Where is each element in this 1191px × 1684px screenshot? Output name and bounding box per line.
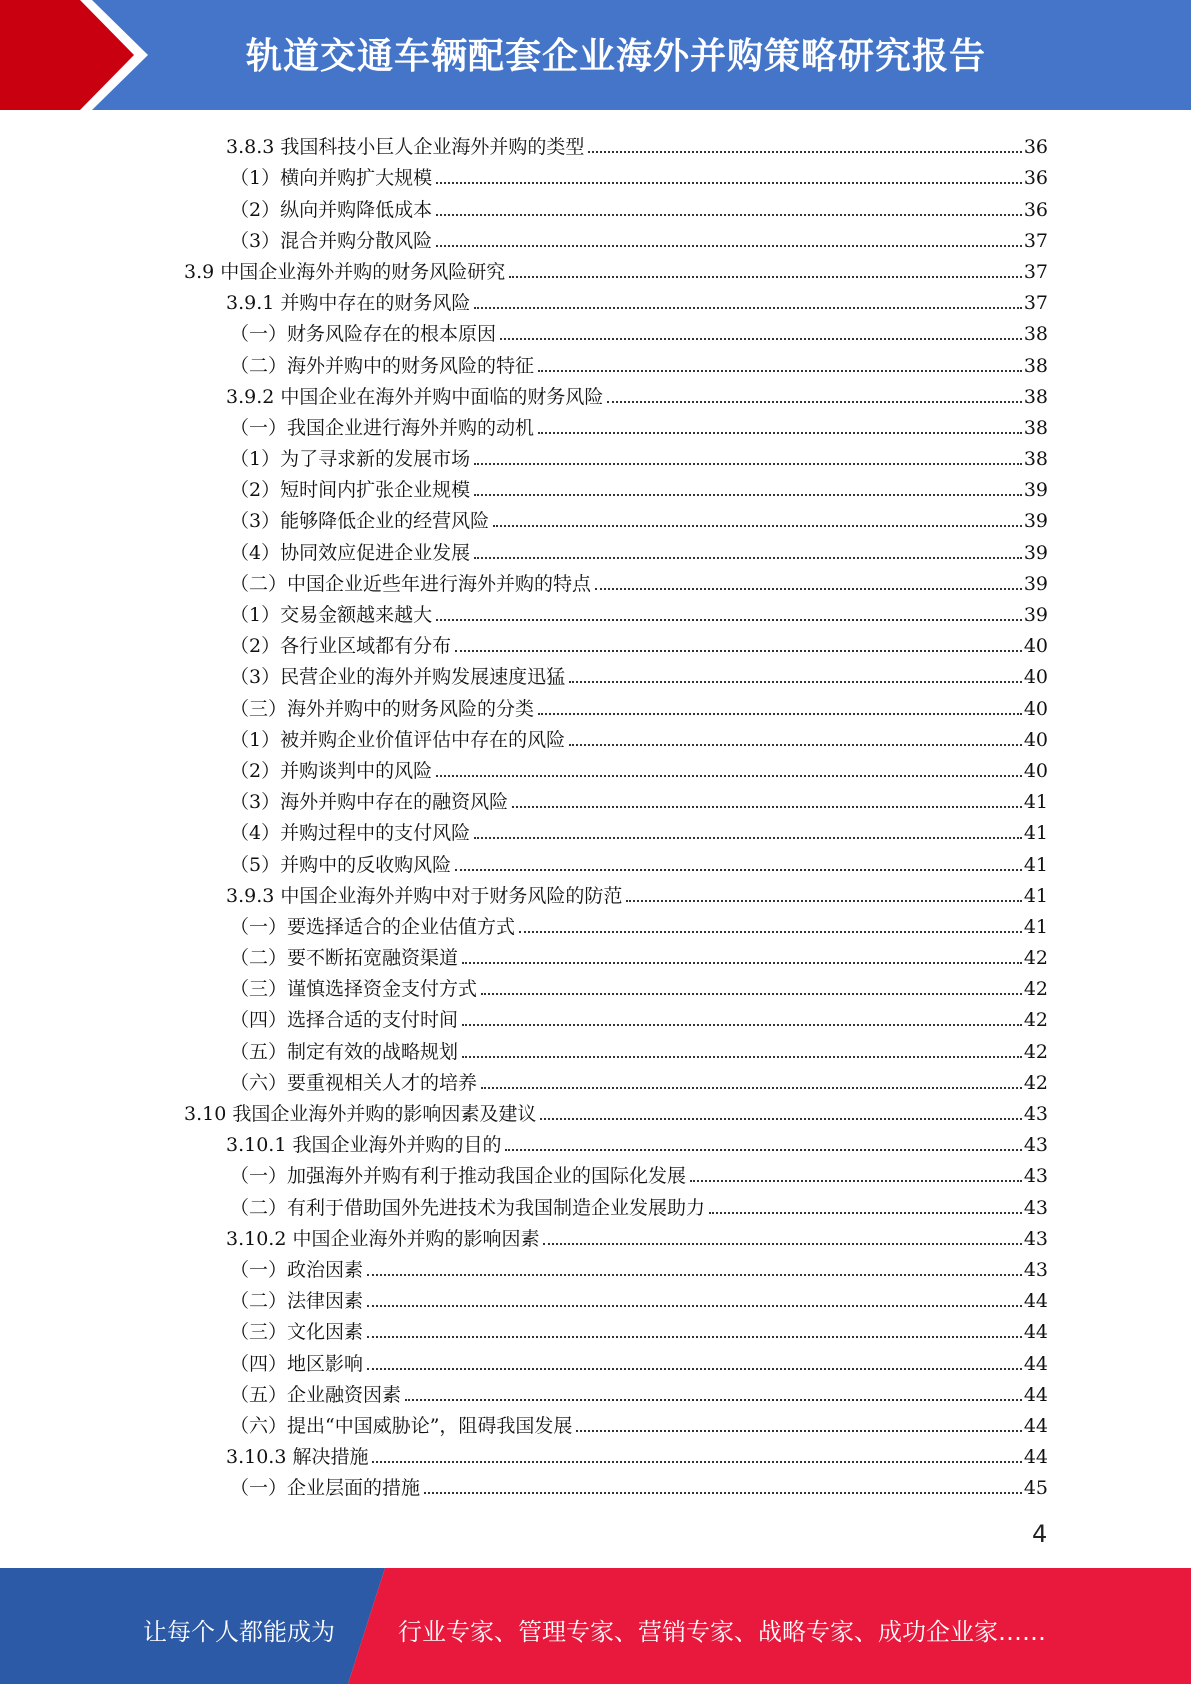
toc-entry-page: 37 — [1023, 292, 1048, 315]
dot-leader — [493, 525, 1022, 527]
toc-entry-page: 38 — [1023, 416, 1048, 439]
dot-leader — [436, 245, 1022, 247]
dot-leader — [588, 151, 1021, 153]
toc-entry-title: （一）政治因素 — [230, 1258, 364, 1281]
toc-entry-page: 37 — [1023, 260, 1048, 283]
toc-entry-page: 44 — [1023, 1446, 1048, 1469]
toc-entry-title: （一）企业层面的措施 — [230, 1477, 421, 1500]
dot-leader — [474, 463, 1022, 465]
toc-entry[interactable] — [0, 939, 1048, 970]
toc-entry-title: （2）各行业区域都有分布 — [230, 635, 452, 658]
toc-entry-title: 3.9.1 并购中存在的财务风险 — [226, 292, 471, 315]
toc-entry[interactable] — [0, 222, 1048, 253]
toc-entry-title: （3）能够降低企业的经营风险 — [230, 510, 490, 533]
toc-entry-page: 39 — [1023, 479, 1048, 502]
toc-entry[interactable] — [0, 1407, 1048, 1438]
dot-leader — [500, 338, 1022, 340]
dot-leader — [569, 681, 1022, 683]
toc-entry[interactable] — [0, 658, 1048, 689]
footer-slogan-right: 行业专家、管理专家、营销专家、战略专家、成功企业家…… — [398, 1618, 1046, 1646]
dot-leader — [595, 588, 1022, 590]
toc-entry-title: （1）横向并购扩大规模 — [230, 167, 433, 190]
dot-leader — [690, 1180, 1022, 1182]
toc-entry-title: （3）民营企业的海外并购发展速度迅猛 — [230, 666, 566, 689]
toc-entry-page: 40 — [1023, 697, 1048, 720]
dot-leader — [474, 307, 1021, 309]
toc-entry-page: 40 — [1023, 728, 1048, 751]
dot-leader — [481, 1087, 1022, 1089]
toc-entry-title: （三）谨慎选择资金支付方式 — [230, 978, 478, 1001]
toc-entry-page: 40 — [1023, 635, 1048, 658]
toc-entry[interactable] — [0, 1157, 1048, 1188]
toc-entry[interactable] — [0, 533, 1048, 564]
toc-entry-title: （4）协同效应促进企业发展 — [230, 541, 471, 564]
toc-entry-page: 39 — [1023, 604, 1048, 626]
dot-leader — [455, 650, 1022, 652]
toc-entry[interactable] — [0, 1469, 1048, 1500]
dot-leader — [474, 557, 1022, 559]
toc-entry-title: （三）文化因素 — [230, 1321, 364, 1344]
toc-entry[interactable] — [0, 253, 1048, 284]
toc-entry-page: 38 — [1023, 448, 1048, 471]
toc-entry[interactable] — [0, 627, 1048, 658]
toc-entry-page: 38 — [1023, 354, 1048, 377]
toc-entry-title: （1）交易金额越来越大 — [230, 604, 433, 626]
page-footer — [0, 1568, 1191, 1684]
toc-entry-title: （三）海外并购中的财务风险的分类 — [230, 697, 535, 720]
toc-entry-page: 43 — [1023, 1227, 1048, 1250]
toc-entry-page: 44 — [1023, 1414, 1048, 1437]
toc-entry-title: （4）并购过程中的支付风险 — [230, 822, 471, 845]
toc-entry[interactable] — [0, 1095, 1048, 1126]
page-header — [0, 0, 1191, 110]
dot-leader — [512, 806, 1022, 808]
dot-leader — [367, 1305, 1022, 1307]
toc-entry[interactable] — [0, 1313, 1048, 1344]
toc-entry[interactable] — [0, 1282, 1048, 1313]
toc-entry-title: 3.10.1 我国企业海外并购的目的 — [226, 1134, 502, 1157]
toc-entry[interactable] — [0, 1064, 1048, 1095]
dot-leader — [474, 837, 1022, 839]
toc-entry-page: 43 — [1023, 1196, 1048, 1219]
dot-leader — [462, 1024, 1022, 1026]
dot-leader — [538, 370, 1022, 372]
report-title: 轨道交通车辆配套企业海外并购策略研究报告 — [246, 36, 987, 77]
toc-entry[interactable] — [0, 845, 1048, 876]
dot-leader — [509, 276, 1022, 278]
toc-entry[interactable] — [0, 378, 1048, 409]
toc-entry-title: （5）并购中的反收购风险 — [230, 853, 452, 876]
toc-entry-title: 3.9.2 中国企业在海外并购中面临的财务风险 — [226, 385, 604, 408]
toc-entry-title: （1）被并购企业价值评估中存在的风险 — [230, 728, 566, 751]
toc-entry-page: 43 — [1023, 1165, 1048, 1188]
dot-leader — [436, 182, 1022, 184]
toc-entry[interactable] — [0, 908, 1048, 939]
toc-entry[interactable] — [0, 689, 1048, 720]
toc-entry[interactable] — [0, 596, 1048, 627]
dot-leader — [576, 1430, 1021, 1432]
toc-entry[interactable] — [0, 565, 1048, 596]
toc-entry-title: （2）短时间内扩张企业规模 — [230, 479, 471, 502]
toc-entry-title: （六）提出“中国威胁论”，阻碍我国发展 — [230, 1414, 573, 1437]
toc-entry[interactable] — [0, 502, 1048, 533]
toc-entry-title: （二）要不断拓宽融资渠道 — [230, 947, 459, 970]
toc-entry-page: 42 — [1023, 947, 1048, 970]
toc-entry-page: 38 — [1023, 323, 1048, 346]
dot-leader — [367, 1368, 1022, 1370]
toc-entry-page: 42 — [1023, 1009, 1048, 1032]
toc-entry-page: 44 — [1023, 1321, 1048, 1344]
dot-leader — [505, 1149, 1021, 1151]
toc-entry[interactable] — [0, 409, 1048, 440]
toc-entry[interactable] — [0, 1220, 1048, 1251]
toc-entry-page: 41 — [1023, 853, 1048, 876]
dot-leader — [436, 775, 1022, 777]
toc-entry-title: （二）有利于借助国外先进技术为我国制造企业发展助力 — [230, 1196, 706, 1219]
dot-leader — [519, 931, 1022, 933]
toc-entry-title: （一）加强海外并购有利于推动我国企业的国际化发展 — [230, 1165, 687, 1188]
dot-leader — [709, 1212, 1022, 1214]
toc-entry-page: 36 — [1023, 136, 1048, 159]
toc-entry-page: 36 — [1023, 167, 1048, 190]
dot-leader — [607, 401, 1021, 403]
toc-entry-page: 36 — [1023, 198, 1048, 221]
toc-entry-title: （四）选择合适的支付时间 — [230, 1009, 459, 1032]
toc-entry-page: 44 — [1023, 1290, 1048, 1313]
toc-entry-page: 42 — [1023, 978, 1048, 1001]
toc-entry-title: （一）我国企业进行海外并购的动机 — [230, 416, 535, 439]
toc-entry-page: 41 — [1023, 822, 1048, 845]
toc-entry-title: （1）为了寻求新的发展市场 — [230, 448, 471, 471]
toc-entry-title: （四）地区影响 — [230, 1352, 364, 1375]
toc-entry-title: 3.8.3 我国科技小巨人企业海外并购的类型 — [226, 136, 585, 159]
page-number: 4 — [1032, 1520, 1048, 1548]
toc-entry-page: 43 — [1023, 1134, 1048, 1157]
toc-entry[interactable] — [0, 1251, 1048, 1282]
toc-entry-page: 44 — [1023, 1352, 1048, 1375]
toc-entry-title: 3.10.3 解决措施 — [226, 1446, 369, 1469]
toc-entry[interactable] — [0, 1344, 1048, 1375]
toc-entry-title: 3.10 我国企业海外并购的影响因素及建议 — [184, 1103, 537, 1125]
toc-entry-page: 43 — [1023, 1103, 1048, 1125]
toc-entry[interactable] — [0, 1032, 1048, 1063]
dot-leader — [372, 1461, 1021, 1463]
toc-entry-title: （二）中国企业近些年进行海外并购的特点 — [230, 572, 592, 595]
dot-leader — [540, 1118, 1021, 1120]
toc-entry-page: 38 — [1023, 385, 1048, 408]
toc-entry-title: （一）要选择适合的企业估值方式 — [230, 915, 516, 938]
toc-entry[interactable] — [0, 315, 1048, 346]
toc-entry[interactable] — [0, 783, 1048, 814]
toc-entry-page: 40 — [1023, 666, 1048, 689]
toc-entry-page: 42 — [1023, 1040, 1048, 1063]
toc-entry[interactable] — [0, 440, 1048, 471]
toc-entry-page: 41 — [1023, 791, 1048, 814]
toc-entry-page: 45 — [1023, 1477, 1048, 1500]
toc-entry[interactable] — [0, 190, 1048, 221]
toc-entry-title: 3.10.2 中国企业海外并购的影响因素 — [226, 1227, 540, 1250]
dot-leader — [436, 214, 1022, 216]
dot-leader — [436, 619, 1022, 621]
dot-leader — [367, 1336, 1022, 1338]
toc-entry-title: （2）并购谈判中的风险 — [230, 759, 433, 782]
toc-entry[interactable] — [0, 284, 1048, 315]
toc-entry-title: （2）纵向并购降低成本 — [230, 198, 433, 221]
dot-leader — [626, 900, 1021, 902]
dot-leader — [455, 869, 1022, 871]
table-of-contents — [0, 128, 1191, 1500]
toc-entry-page: 39 — [1023, 572, 1048, 595]
toc-entry[interactable] — [0, 346, 1048, 377]
toc-entry[interactable] — [0, 1376, 1048, 1407]
toc-entry-page: 43 — [1023, 1258, 1048, 1281]
dot-leader — [569, 744, 1022, 746]
toc-entry-title: 3.9.3 中国企业海外并购中对于财务风险的防范 — [226, 884, 623, 907]
toc-entry[interactable] — [0, 752, 1048, 783]
toc-entry[interactable] — [0, 1126, 1048, 1157]
dot-leader — [538, 432, 1022, 434]
toc-entry-title: （五）制定有效的战略规划 — [230, 1040, 459, 1063]
toc-entry-page: 41 — [1023, 915, 1048, 938]
dot-leader — [462, 1056, 1022, 1058]
dot-leader — [543, 1243, 1021, 1245]
toc-entry-page: 42 — [1023, 1071, 1048, 1094]
dot-leader — [481, 993, 1022, 995]
toc-entry-title: （3）海外并购中存在的融资风险 — [230, 791, 509, 814]
toc-entry-title: （3）混合并购分散风险 — [230, 229, 433, 252]
toc-entry-page: 40 — [1023, 759, 1048, 782]
toc-entry-page: 39 — [1023, 541, 1048, 564]
toc-entry-title: （二）法律因素 — [230, 1290, 364, 1313]
toc-entry-page: 39 — [1023, 510, 1048, 533]
toc-entry-title: 3.9 中国企业海外并购的财务风险研究 — [184, 260, 506, 283]
toc-entry[interactable] — [0, 1438, 1048, 1469]
dot-leader — [405, 1399, 1022, 1401]
toc-entry-title: （二）海外并购中的财务风险的特征 — [230, 354, 535, 377]
toc-entry-page: 37 — [1023, 229, 1048, 252]
toc-entry-title: （五）企业融资因素 — [230, 1383, 402, 1406]
toc-entry[interactable] — [0, 1001, 1048, 1032]
toc-entry[interactable] — [0, 159, 1048, 190]
toc-entry[interactable] — [0, 128, 1048, 159]
toc-entry-title: （一）财务风险存在的根本原因 — [230, 323, 497, 346]
footer-slogan-left: 让每个人都能成为 — [143, 1618, 335, 1646]
toc-entry[interactable] — [0, 814, 1048, 845]
toc-entry[interactable] — [0, 471, 1048, 502]
toc-entry-page: 44 — [1023, 1383, 1048, 1406]
dot-leader — [367, 1274, 1022, 1276]
toc-entry-page: 41 — [1023, 884, 1048, 907]
dot-leader — [462, 962, 1022, 964]
dot-leader — [424, 1492, 1022, 1494]
chevron-arrow-icon — [0, 0, 160, 110]
toc-entry[interactable] — [0, 721, 1048, 752]
dot-leader — [538, 713, 1022, 715]
toc-entry[interactable] — [0, 970, 1048, 1001]
toc-entry-title: （六）要重视相关人才的培养 — [230, 1071, 478, 1094]
toc-entry[interactable] — [0, 1188, 1048, 1219]
toc-entry[interactable] — [0, 877, 1048, 908]
dot-leader — [474, 494, 1022, 496]
